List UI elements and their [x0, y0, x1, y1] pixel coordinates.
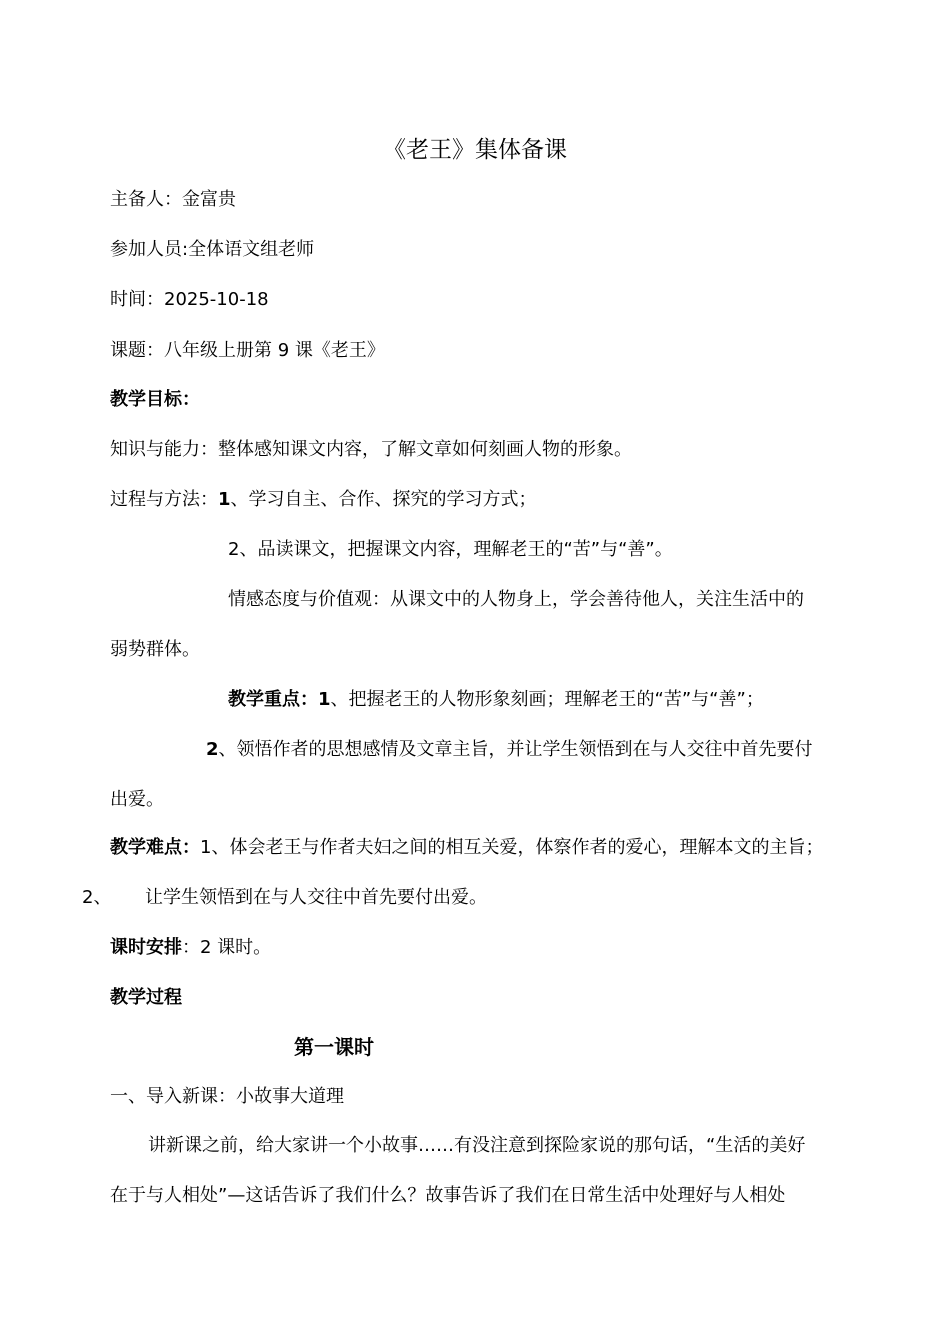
difficulties-item1-text: 1、体会老王与作者夫妇之间的相互关爱，体察作者的爱心，理解本文的主旨；: [200, 837, 824, 858]
key-points-item1-text: 、把握老王的人物形象刻画；理解老王的“苦”与“善”；: [330, 689, 764, 710]
participants-value: 全体语文组老师: [188, 239, 315, 260]
knowledge-label: 知识与能力：: [110, 439, 218, 460]
schedule-value: ：2 课时。: [182, 937, 272, 958]
time-label: 时间：: [110, 289, 164, 310]
intro-para-line-2: 在于与人相处”—这话告诉了我们什么？故事告诉了我们在日常生活中处理好与人相处: [110, 1185, 786, 1206]
key-points-line-2: [206, 738, 813, 762]
time-line: [110, 288, 269, 312]
emotion-label: 情感态度与价值观：: [228, 589, 390, 610]
lesson1-heading: 第一课时: [294, 1035, 374, 1059]
knowledge-text: 整体感知课文内容，了解文章如何刻画人物的形象。: [218, 439, 632, 460]
difficulties-line-1: [110, 836, 823, 860]
emotion-line-2: 弱势群体。: [110, 639, 200, 660]
process-heading: 教学过程: [110, 987, 182, 1008]
difficulties-label: 教学难点：: [110, 837, 200, 858]
preparer-value: 金富贵: [182, 189, 236, 210]
schedule-line: [110, 936, 271, 960]
key-points-label: 教学重点：: [228, 689, 318, 710]
intro-heading: 一、导入新课：小故事大道理: [110, 1086, 344, 1107]
topic-value: 八年级上册第 9 课《老王》: [164, 340, 385, 361]
key-points-item2-num: 2: [206, 739, 219, 760]
knowledge-line: [110, 438, 632, 462]
intro-para-line-1: 讲新课之前，给大家讲一个小故事……有没注意到探险家说的那句话，“生活的美好: [148, 1135, 806, 1156]
emotion-text-part1: 从课文中的人物身上，学会善待他人，关注生活中的: [390, 589, 804, 610]
process-item1-text: 、学习自主、合作、探究的学习方式；: [230, 489, 537, 510]
key-points-line-1: [228, 688, 764, 712]
key-points-line-3: 出爱。: [110, 789, 164, 810]
process-label: 过程与方法：: [110, 489, 218, 510]
time-value: 2025-10-18: [164, 289, 269, 310]
topic-line: [110, 339, 385, 363]
participants-label: 参加人员:: [110, 239, 189, 260]
topic-label: 课题：: [110, 340, 164, 361]
page-title: 《老王》集体备课: [383, 137, 567, 163]
preparer-label: 主备人：: [110, 189, 182, 210]
key-points-item2-text: 、领悟作者的思想感情及文章主旨，并让学生领悟到在与人交往中首先要付: [218, 739, 813, 760]
process-item1-num: 1: [218, 489, 231, 510]
preparer-line: [110, 188, 236, 212]
difficulties-item2-text: 让学生领悟到在与人交往中首先要付出爱。: [145, 887, 487, 908]
participants-line: [110, 238, 314, 262]
process-line-1: [110, 488, 537, 512]
schedule-label: 课时安排: [110, 937, 182, 958]
emotion-line-1: [228, 588, 804, 612]
process-line-2: 2、品读课文，把握课文内容，理解老王的“苦”与“善”。: [228, 539, 673, 560]
key-points-item1-num: 1: [318, 689, 331, 710]
objectives-heading: 教学目标：: [110, 389, 200, 410]
difficulties-item2-num: 2、: [82, 887, 112, 908]
